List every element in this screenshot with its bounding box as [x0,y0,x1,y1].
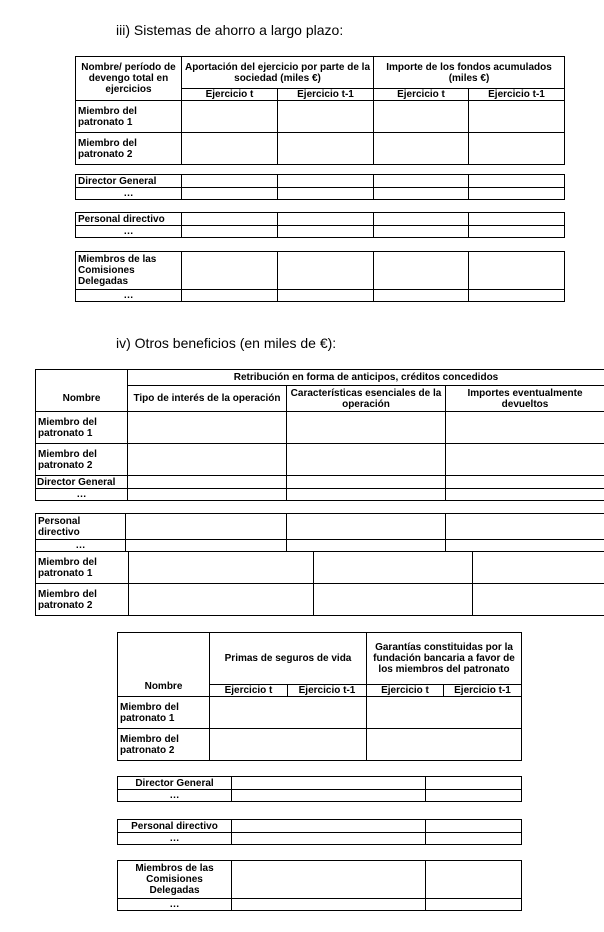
row-label-personal: Personal directivo [118,820,232,833]
cell [278,101,374,133]
section-iii-heading: iii) Sistemas de ahorro a largo plazo: [116,22,344,38]
insurance-table-comisiones [117,860,522,911]
row-label-member2: Miembro del patronato 2 [36,584,129,616]
insurance-table-header [117,632,522,761]
row-ellipsis: … [118,899,232,911]
row-ellipsis: … [76,188,182,200]
col-header-caracteristicas: Características esenciales de la operación [287,386,446,412]
row-label-member2: Miembro del patronato 2 [118,729,210,761]
row-label-comisiones: Miembros de las Comisiones Delegadas [118,861,232,899]
col-ejercicio-t1: Ejercicio t-1 [288,685,367,697]
row-label-member1: Miembro del patronato 1 [76,101,182,133]
cell [182,101,278,133]
benefits-table-personal [35,513,604,552]
col-header-importe: Importe de los fondos acumulados (miles €) [374,57,565,89]
col-header-tipo-interes: Tipo de interés de la operación [128,386,287,412]
col-ejercicio-t: Ejercicio t [182,89,278,101]
benefits-table-header [35,369,604,501]
savings-table-director [75,174,565,200]
row-label-personal: Personal directivo [36,514,126,540]
row-label-director: Director General [118,777,232,790]
col-header-aportacion: Aportación del ejercicio por parte de la sociedad (miles €) [182,57,374,89]
row-ellipsis: … [36,489,128,501]
col-header-nombre: Nombre [36,386,128,412]
benefits-table-members [35,551,604,616]
savings-table-personal [75,212,565,238]
row-ellipsis: … [36,540,126,552]
cell [278,133,374,165]
col-header-retribucion: Retribución en forma de anticipos, créditos concedidos [128,370,604,386]
col-ejercicio-t1: Ejercicio t-1 [444,685,522,697]
col-header-importes: Importes eventualmente devueltos [446,386,604,412]
cell [469,101,565,133]
row-ellipsis: … [118,790,232,802]
col-header-name: Nombre/ período de devengo total en ejercicios [76,57,182,101]
row-label-member1: Miembro del patronato 1 [36,552,129,584]
cell [469,133,565,165]
section-iv-heading: iv) Otros beneficios (en miles de €): [116,335,337,351]
row-label-director: Director General [36,476,128,489]
col-ejercicio-t: Ejercicio t [374,89,469,101]
row-ellipsis: … [118,833,232,845]
row-ellipsis: … [76,290,182,302]
col-ejercicio-t1: Ejercicio t-1 [278,89,374,101]
row-label-member2: Miembro del patronato 2 [36,444,128,476]
insurance-table-personal [117,819,522,845]
col-ejercicio-t: Ejercicio t [367,685,444,697]
row-label-member2: Miembro del patronato 2 [76,133,182,165]
row-label-member1: Miembro del patronato 1 [118,697,210,729]
col-ejercicio-t: Ejercicio t [210,685,288,697]
row-label-member1: Miembro del patronato 1 [36,412,128,444]
col-header-nombre: Nombre [118,633,210,697]
savings-table-header [75,56,565,165]
insurance-table-director [117,776,522,802]
cell [182,133,278,165]
row-ellipsis: … [76,226,182,238]
row-label-personal: Personal directivo [76,213,182,226]
row-label-director: Director General [76,175,182,188]
cell [374,133,469,165]
col-header-primas: Primas de seguros de vida [210,633,367,685]
cell [374,101,469,133]
col-header-garantias: Garantías constituidas por la fundación bancaria a favor de los miembros del patronato [367,633,522,685]
row-label-comisiones: Miembros de las Comisiones Delegadas [76,252,182,290]
savings-table-comisiones [75,251,565,302]
col-ejercicio-t1: Ejercicio t-1 [469,89,565,101]
